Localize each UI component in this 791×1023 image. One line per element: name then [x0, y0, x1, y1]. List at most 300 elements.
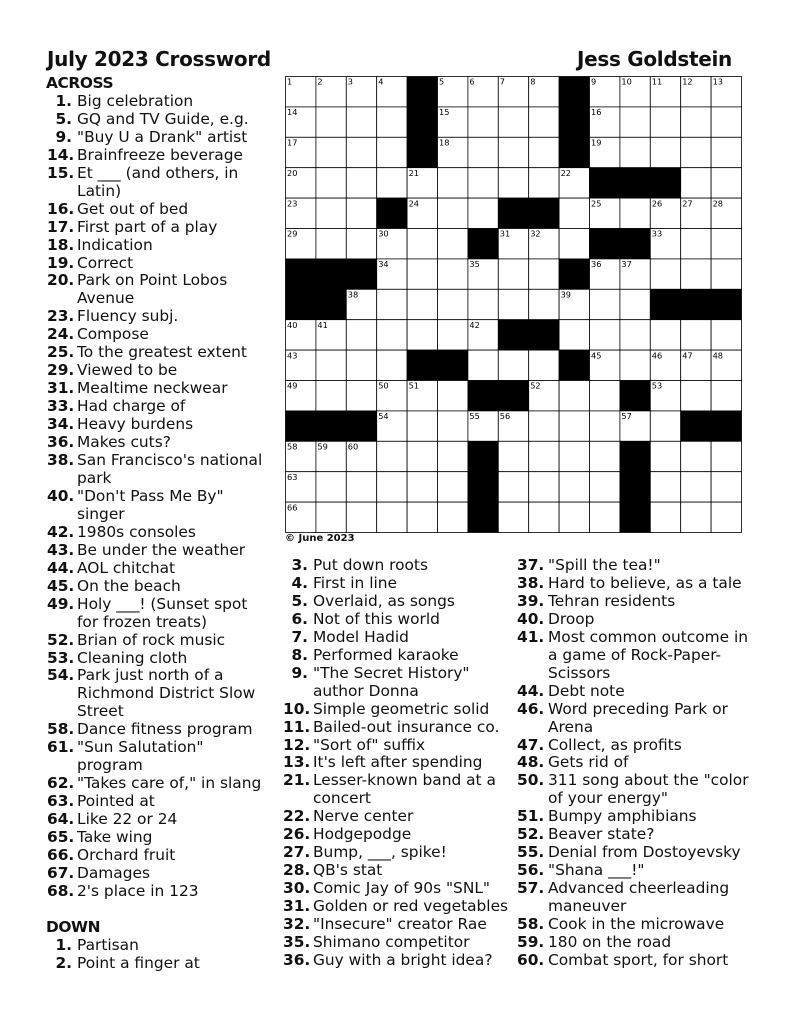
down-clue[interactable] [517, 772, 757, 808]
clue-text: Performed karaoke [313, 645, 459, 664]
across-clue[interactable] [47, 578, 269, 596]
across-clue[interactable] [47, 650, 269, 668]
grid-cell[interactable] [529, 350, 559, 380]
clue-number: 39. [517, 591, 545, 610]
grid-cell[interactable] [377, 168, 407, 198]
grid-cell[interactable] [529, 289, 559, 319]
grid-cell[interactable] [438, 502, 468, 532]
clue-text: Makes cuts? [77, 433, 171, 452]
grid-cell[interactable] [468, 137, 498, 167]
cell-number: 25 [591, 198, 602, 209]
black-square [529, 198, 559, 228]
cell-number: 18 [439, 137, 450, 148]
across-clue[interactable] [47, 488, 269, 524]
grid-cell[interactable] [590, 320, 620, 350]
grid-cell[interactable] [438, 198, 468, 228]
grid-cell[interactable] [559, 381, 589, 411]
clue-number: 63. [47, 792, 75, 811]
puzzle-title: July 2023 Crossword [47, 47, 271, 71]
cell-number: 32 [530, 228, 541, 239]
clue-number: 16. [47, 199, 75, 218]
clue-text: Holy ___! (Sunset spot for frozen treats) [77, 594, 248, 631]
clue-number: 36. [283, 950, 311, 969]
clue-number: 27. [283, 843, 311, 862]
across-clue[interactable] [47, 326, 269, 344]
down-clue[interactable] [283, 844, 513, 862]
grid-cell[interactable] [590, 472, 620, 502]
across-clue[interactable] [47, 93, 269, 111]
down-clue[interactable] [517, 611, 757, 629]
grid-cell[interactable] [498, 441, 528, 471]
black-square [681, 411, 711, 441]
black-square [559, 350, 589, 380]
clue-text: Bumpy amphibians [548, 807, 697, 826]
grid-cell[interactable] [681, 229, 711, 259]
cell-number: 9 [591, 76, 597, 87]
across-clue[interactable] [47, 416, 269, 434]
clue-number: 59. [517, 933, 545, 952]
grid-cell[interactable] [407, 472, 437, 502]
grid-cell[interactable] [377, 137, 407, 167]
grid-cell[interactable] [590, 289, 620, 319]
down-clue[interactable] [283, 665, 513, 701]
grid-cell[interactable] [377, 441, 407, 471]
cell-number: 67 [469, 502, 480, 513]
across-clue[interactable] [47, 721, 269, 739]
down-clue[interactable] [283, 629, 513, 647]
clue-text: Word preceding Park or Arena [548, 699, 728, 736]
clue-number: 22. [283, 807, 311, 826]
grid-cell[interactable] [498, 137, 528, 167]
grid-cell[interactable] [529, 107, 559, 137]
grid-cell[interactable] [650, 502, 680, 532]
down-clue[interactable] [283, 754, 513, 772]
grid-cell[interactable] [681, 168, 711, 198]
grid-cell[interactable] [407, 229, 437, 259]
grid-cell[interactable] [498, 168, 528, 198]
grid-cell[interactable] [438, 472, 468, 502]
grid-cell[interactable] [681, 137, 711, 167]
grid-cell[interactable] [468, 168, 498, 198]
grid-cell[interactable] [681, 472, 711, 502]
clue-number: 5. [55, 109, 72, 128]
grid-cell[interactable] [316, 472, 346, 502]
clue-text: Cleaning cloth [77, 648, 188, 667]
grid-cell[interactable] [498, 472, 528, 502]
grid-cell[interactable] [316, 168, 346, 198]
down-clue[interactable] [517, 593, 757, 611]
grid-cell[interactable] [346, 381, 376, 411]
grid-cell[interactable] [559, 198, 589, 228]
clue-text: Point a finger at [77, 953, 200, 972]
grid-cell[interactable] [346, 198, 376, 228]
clue-number: 23. [47, 307, 75, 326]
down-clue[interactable] [517, 808, 757, 826]
grid-cell[interactable] [346, 168, 376, 198]
grid-cell[interactable] [711, 472, 741, 502]
grid-cell[interactable] [529, 502, 559, 532]
cell-number: 42 [469, 319, 480, 330]
black-square [620, 229, 650, 259]
down-clue[interactable] [283, 737, 513, 755]
across-clue[interactable] [47, 344, 269, 362]
down-clue[interactable] [517, 754, 757, 772]
grid-cell[interactable] [438, 259, 468, 289]
across-clue[interactable] [47, 793, 269, 811]
grid-cell[interactable] [316, 381, 346, 411]
cell-number: 56 [499, 411, 511, 422]
cell-number: 16 [591, 107, 602, 118]
grid-cell[interactable] [438, 289, 468, 319]
across-heading: ACROSS [46, 74, 114, 92]
down-clue[interactable] [283, 952, 513, 970]
black-square [559, 259, 589, 289]
grid-cell[interactable] [468, 350, 498, 380]
clue-number: 64. [47, 810, 75, 829]
across-clue[interactable] [47, 542, 269, 560]
down-clue[interactable] [283, 916, 513, 934]
clue-number: 66. [47, 845, 75, 864]
across-clue[interactable] [47, 560, 269, 578]
cell-number: 68 [621, 502, 632, 513]
across-clue[interactable] [47, 829, 269, 847]
grid-cell[interactable] [559, 411, 589, 441]
clue-text: Be under the weather [77, 540, 246, 559]
grid-cell[interactable] [407, 320, 437, 350]
grid-cell[interactable] [468, 289, 498, 319]
black-square [346, 259, 376, 289]
clue-number: 58. [517, 915, 545, 934]
cell-number: 46 [651, 350, 663, 361]
grid-cell[interactable] [681, 441, 711, 471]
grid-cell[interactable] [498, 350, 528, 380]
cell-number: 58 [287, 441, 298, 452]
across-clue[interactable] [47, 147, 269, 165]
down-clue[interactable] [517, 952, 757, 970]
grid-cell[interactable] [620, 107, 650, 137]
grid-cell[interactable] [498, 502, 528, 532]
grid-cell[interactable] [559, 502, 589, 532]
across-clue[interactable] [47, 883, 269, 901]
cell-number: 19 [591, 137, 602, 148]
grid-cell[interactable] [438, 381, 468, 411]
clue-number: 28. [283, 861, 311, 880]
clue-text: First part of a play [77, 217, 218, 236]
grid-cell[interactable] [377, 472, 407, 502]
black-square [407, 107, 437, 137]
down-clue[interactable] [517, 916, 757, 934]
clue-text: Hodgepodge [313, 825, 412, 844]
grid-cell[interactable] [529, 259, 559, 289]
grid-cell[interactable] [316, 229, 346, 259]
across-clue[interactable] [47, 434, 269, 452]
grid-cell[interactable] [316, 502, 346, 532]
clue-number: 11. [283, 717, 311, 736]
down-heading: DOWN [46, 917, 101, 936]
clue-text: Like 22 or 24 [77, 810, 178, 829]
down-clue[interactable] [517, 844, 757, 862]
grid-cell[interactable] [529, 168, 559, 198]
down-clue[interactable] [517, 629, 757, 683]
grid-cell[interactable] [407, 502, 437, 532]
grid-cell[interactable] [711, 259, 741, 289]
down-clue[interactable] [47, 937, 269, 955]
across-clue[interactable] [47, 775, 269, 793]
grid-cell[interactable] [377, 289, 407, 319]
clue-number: 37. [517, 556, 545, 574]
grid-cell[interactable] [438, 229, 468, 259]
grid-cell[interactable] [407, 441, 437, 471]
clue-number: 40. [517, 609, 545, 628]
cell-number: 36 [591, 259, 602, 270]
clue-number: 3. [291, 556, 308, 574]
grid-cell[interactable] [529, 137, 559, 167]
down-clue[interactable] [283, 647, 513, 665]
grid-cell[interactable] [681, 502, 711, 532]
grid-cell[interactable] [438, 441, 468, 471]
cell-number: 29 [287, 228, 298, 239]
down-clue[interactable] [283, 898, 513, 916]
grid-cell[interactable] [498, 107, 528, 137]
grid-cell[interactable] [711, 441, 741, 471]
down-clue[interactable] [517, 737, 757, 755]
black-square [407, 350, 437, 380]
across-clue[interactable] [47, 847, 269, 865]
grid-cell[interactable] [620, 289, 650, 319]
clue-text: Combat sport, for short [548, 950, 729, 969]
across-clue[interactable] [47, 165, 269, 201]
grid-cell[interactable] [438, 411, 468, 441]
down-clue[interactable] [517, 557, 757, 575]
down-clue[interactable] [517, 701, 757, 737]
grid-cell[interactable] [559, 441, 589, 471]
clue-number: 32. [283, 915, 311, 934]
clue-number: 38. [47, 451, 75, 470]
clue-number: 55. [517, 843, 545, 862]
across-clue[interactable] [47, 596, 269, 632]
grid-cell[interactable] [377, 502, 407, 532]
grid-cell[interactable] [438, 168, 468, 198]
clue-number: 40. [47, 486, 75, 505]
grid-cell[interactable] [498, 289, 528, 319]
grid-cell[interactable] [529, 472, 559, 502]
across-clue[interactable] [47, 739, 269, 775]
grid-cell[interactable] [559, 320, 589, 350]
grid-cell[interactable] [529, 441, 559, 471]
grid-cell[interactable] [650, 441, 680, 471]
across-clue[interactable] [47, 255, 269, 273]
grid-cell[interactable] [681, 381, 711, 411]
cell-number: 53 [651, 380, 663, 391]
clue-text: Beaver state? [548, 825, 655, 844]
clue-text: On the beach [77, 576, 181, 595]
down-clue[interactable] [283, 826, 513, 844]
grid-cell[interactable] [620, 350, 650, 380]
down-clue[interactable] [283, 575, 513, 593]
grid-cell[interactable] [620, 198, 650, 228]
clue-number: 1. [55, 91, 72, 110]
across-clue[interactable] [47, 667, 269, 721]
across-clue[interactable] [47, 865, 269, 883]
clue-text: Viewed to be [77, 361, 178, 380]
grid-cell[interactable] [438, 320, 468, 350]
grid-cell[interactable] [346, 350, 376, 380]
grid-cell[interactable] [650, 472, 680, 502]
across-clue[interactable] [47, 237, 269, 255]
grid-cell[interactable] [590, 441, 620, 471]
clue-text: 311 song about the "color of your energy" [548, 771, 749, 808]
grid-cell[interactable] [650, 107, 680, 137]
down-clue[interactable] [47, 955, 269, 973]
grid-cell[interactable] [346, 472, 376, 502]
grid-cell[interactable] [377, 320, 407, 350]
grid-cell[interactable] [559, 229, 589, 259]
grid-cell[interactable] [650, 320, 680, 350]
grid-cell[interactable] [346, 137, 376, 167]
grid-cell[interactable] [407, 259, 437, 289]
down-clue[interactable] [283, 719, 513, 737]
grid-cell[interactable] [711, 320, 741, 350]
down-clue[interactable] [517, 862, 757, 880]
cell-number: 1 [287, 76, 293, 87]
black-square [559, 137, 589, 167]
down-clue[interactable] [283, 808, 513, 826]
down-clue[interactable] [517, 683, 757, 701]
grid-cell[interactable] [681, 107, 711, 137]
down-clue[interactable] [283, 934, 513, 952]
across-clue[interactable] [47, 219, 269, 237]
grid-cell[interactable] [590, 502, 620, 532]
cell-number: 10 [621, 76, 632, 87]
across-clue[interactable] [47, 129, 269, 147]
across-clue[interactable] [47, 452, 269, 488]
down-clue[interactable] [283, 593, 513, 611]
black-square [498, 198, 528, 228]
down-clue[interactable] [517, 826, 757, 844]
across-clue[interactable] [47, 524, 269, 542]
grid-cell[interactable] [711, 502, 741, 532]
grid-cell[interactable] [559, 472, 589, 502]
across-clue[interactable] [47, 201, 269, 219]
grid-cell[interactable] [620, 320, 650, 350]
grid-cell[interactable] [346, 229, 376, 259]
grid-cell[interactable] [468, 107, 498, 137]
clue-number: 25. [47, 343, 75, 362]
black-square [316, 411, 346, 441]
clue-text: Nerve center [313, 807, 414, 826]
down-clue[interactable] [283, 557, 513, 575]
clue-text: San Francisco's national park [77, 451, 263, 487]
grid-cell[interactable] [346, 320, 376, 350]
grid-cell[interactable] [346, 502, 376, 532]
across-clue[interactable] [47, 308, 269, 326]
clue-number: 34. [47, 415, 75, 434]
grid-cell[interactable] [316, 198, 346, 228]
clue-text: GQ and TV Guide, e.g. [77, 109, 249, 128]
cell-number: 39 [560, 289, 572, 300]
cell-number: 65 [621, 471, 632, 482]
grid-cell[interactable] [407, 411, 437, 441]
clue-number: 12. [283, 735, 311, 754]
black-square [498, 320, 528, 350]
grid-cell[interactable] [650, 259, 680, 289]
grid-cell[interactable] [498, 259, 528, 289]
clue-text: Heavy burdens [77, 415, 194, 434]
clue-column-3 [517, 557, 757, 970]
cell-number: 45 [591, 350, 602, 361]
down-clue[interactable] [517, 575, 757, 593]
grid-cell[interactable] [681, 259, 711, 289]
grid-cell[interactable] [377, 107, 407, 137]
grid-cell[interactable] [316, 107, 346, 137]
clue-text: Indication [77, 235, 153, 254]
grid-cell[interactable] [711, 107, 741, 137]
grid-cell[interactable] [346, 107, 376, 137]
grid-cell[interactable] [650, 137, 680, 167]
grid-cell[interactable] [468, 198, 498, 228]
black-square [286, 289, 316, 319]
grid-cell[interactable] [681, 320, 711, 350]
grid-cell[interactable] [316, 350, 346, 380]
across-clue[interactable] [47, 811, 269, 829]
clue-number: 20. [47, 271, 75, 290]
clue-number: 5. [291, 591, 308, 610]
down-clue[interactable] [283, 611, 513, 629]
across-clue[interactable] [47, 632, 269, 650]
clue-number: 56. [517, 861, 545, 880]
grid-cell[interactable] [377, 350, 407, 380]
cell-number: 17 [287, 137, 298, 148]
down-clue[interactable] [283, 880, 513, 898]
clue-number: 41. [517, 627, 545, 646]
clue-text: QB's stat [313, 861, 383, 880]
black-square [650, 168, 680, 198]
black-square [316, 289, 346, 319]
clue-text: Tehran residents [548, 591, 676, 610]
down-clue[interactable] [283, 772, 513, 808]
across-clue[interactable] [47, 272, 269, 308]
grid-cell[interactable] [711, 137, 741, 167]
grid-cell[interactable] [650, 411, 680, 441]
clue-number: 49. [47, 594, 75, 613]
cell-number: 22 [560, 167, 572, 178]
grid-cell[interactable] [590, 381, 620, 411]
clue-number: 24. [47, 325, 75, 344]
grid-cell[interactable] [711, 229, 741, 259]
black-square [468, 229, 498, 259]
across-clue[interactable] [47, 380, 269, 398]
down-clue[interactable] [517, 934, 757, 952]
across-clue[interactable] [47, 111, 269, 129]
grid-cell[interactable] [316, 137, 346, 167]
clue-number: 15. [47, 163, 75, 182]
grid-cell[interactable] [529, 411, 559, 441]
clue-text: Advanced cheerleading maneuver [548, 879, 730, 916]
grid-cell[interactable] [407, 289, 437, 319]
cell-number: 26 [651, 198, 663, 209]
down-clue[interactable] [517, 880, 757, 916]
cell-number: 51 [408, 380, 420, 391]
grid-cell[interactable] [620, 137, 650, 167]
grid-cell[interactable] [711, 168, 741, 198]
clue-text: Brainfreeze beverage [77, 145, 243, 164]
grid-cell[interactable] [711, 381, 741, 411]
across-clue[interactable] [47, 362, 269, 380]
grid-cell[interactable] [590, 411, 620, 441]
across-clue[interactable] [47, 398, 269, 416]
down-clue[interactable] [283, 701, 513, 719]
down-clue[interactable] [283, 862, 513, 880]
